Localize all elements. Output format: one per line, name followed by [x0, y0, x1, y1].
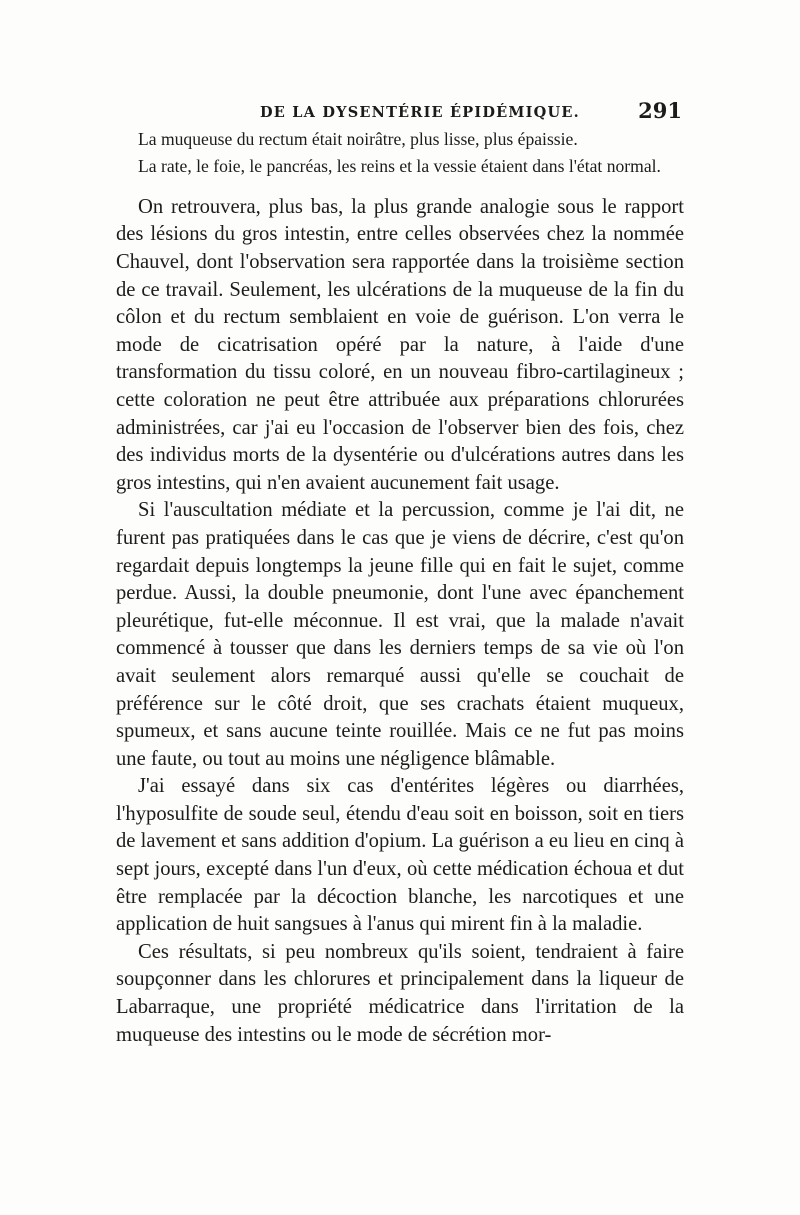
- paragraph-organs: La rate, le foie, le pancréas, les reins et la vessie étaient dans l'état normal.: [138, 156, 661, 177]
- paragraph-hyposulfite: J'ai essayé dans six cas d'entérites légères ou diarrhées, l'hyposulfite de soude seul, étendu d'eau soit en boisson, soit en tiers de lavement et sans addition d'opium. La guérison a eu lieu en cinq à sept jours, excepté dans l'un d'eux, où cette médication échoua et dut être remplacée par la décoction blanche, les narcotiques et une application de huit sangsues à l'anus qui mirent fin à la maladie.: [116, 775, 684, 936]
- body-text: [116, 126, 684, 1049]
- paragraph-rectum: La muqueuse du rectum était noirâtre, plus lisse, plus épaissie.: [138, 129, 578, 149]
- page-header: [116, 98, 684, 124]
- paragraph-auscultation: Si l'auscultation médiate et la percussion, comme je l'ai dit, ne furent pas pratiquées dans le cas que je viens de décrire, c'est qu'on regardait depuis longtemps la jeune fille qui en fait le sujet, comme perdue. Aussi, la double pneumonie, dont l'une avec épanchement pleurétique, fut-elle méconnue. Il est vrai, que la malade n'avait commencé à tousser que dans les derniers temps de sa vie où l'on avait seulement alors remarqué aussi qu'elle se couchait de préférence sur le côté droit, que ses crachats étaient muqueux, spumeux, et sans aucune teinte rouillée. Mais ce ne fut pas moins une faute, ou tout au moins une négligence blâmable.: [116, 499, 684, 770]
- paragraph-results: Ces résultats, si peu nombreux qu'ils soient, tendraient à faire soupçonner dans les chlorures et principalement dans la liqueur de Labarraque, une propriété médicatrice dans l'irritation de la muqueuse des intestins ou le mode de sécrétion mor-: [116, 940, 684, 1046]
- running-head: DE LA DYSENTÉRIE ÉPIDÉMIQUE.: [260, 104, 580, 121]
- page-number: 291: [638, 98, 682, 123]
- paragraph-lesions: On retrouvera, plus bas, la plus grande analogie sous le rapport des lésions du gros intestin, entre celles observées chez la nommée Chauvel, dont l'observation sera rapportée dans la troisième section de ce travail. Seulement, les ulcérations de la muqueuse de la fin du côlon et du rectum semblaient en voie de guérison. L'on verra le mode de cicatrisation opéré par la nature, à l'aide d'une transformation du tissu coloré, en un nouveau fibro-cartilagineux ; cette coloration ne peut être attribuée aux préparations chlorurées administrées, car j'ai eu l'occasion de l'observer bien des fois, chez des individus morts de la dysentérie ou d'ulcérations autres dans les gros intestins, qui n'en avaient aucunement fait usage.: [116, 195, 684, 494]
